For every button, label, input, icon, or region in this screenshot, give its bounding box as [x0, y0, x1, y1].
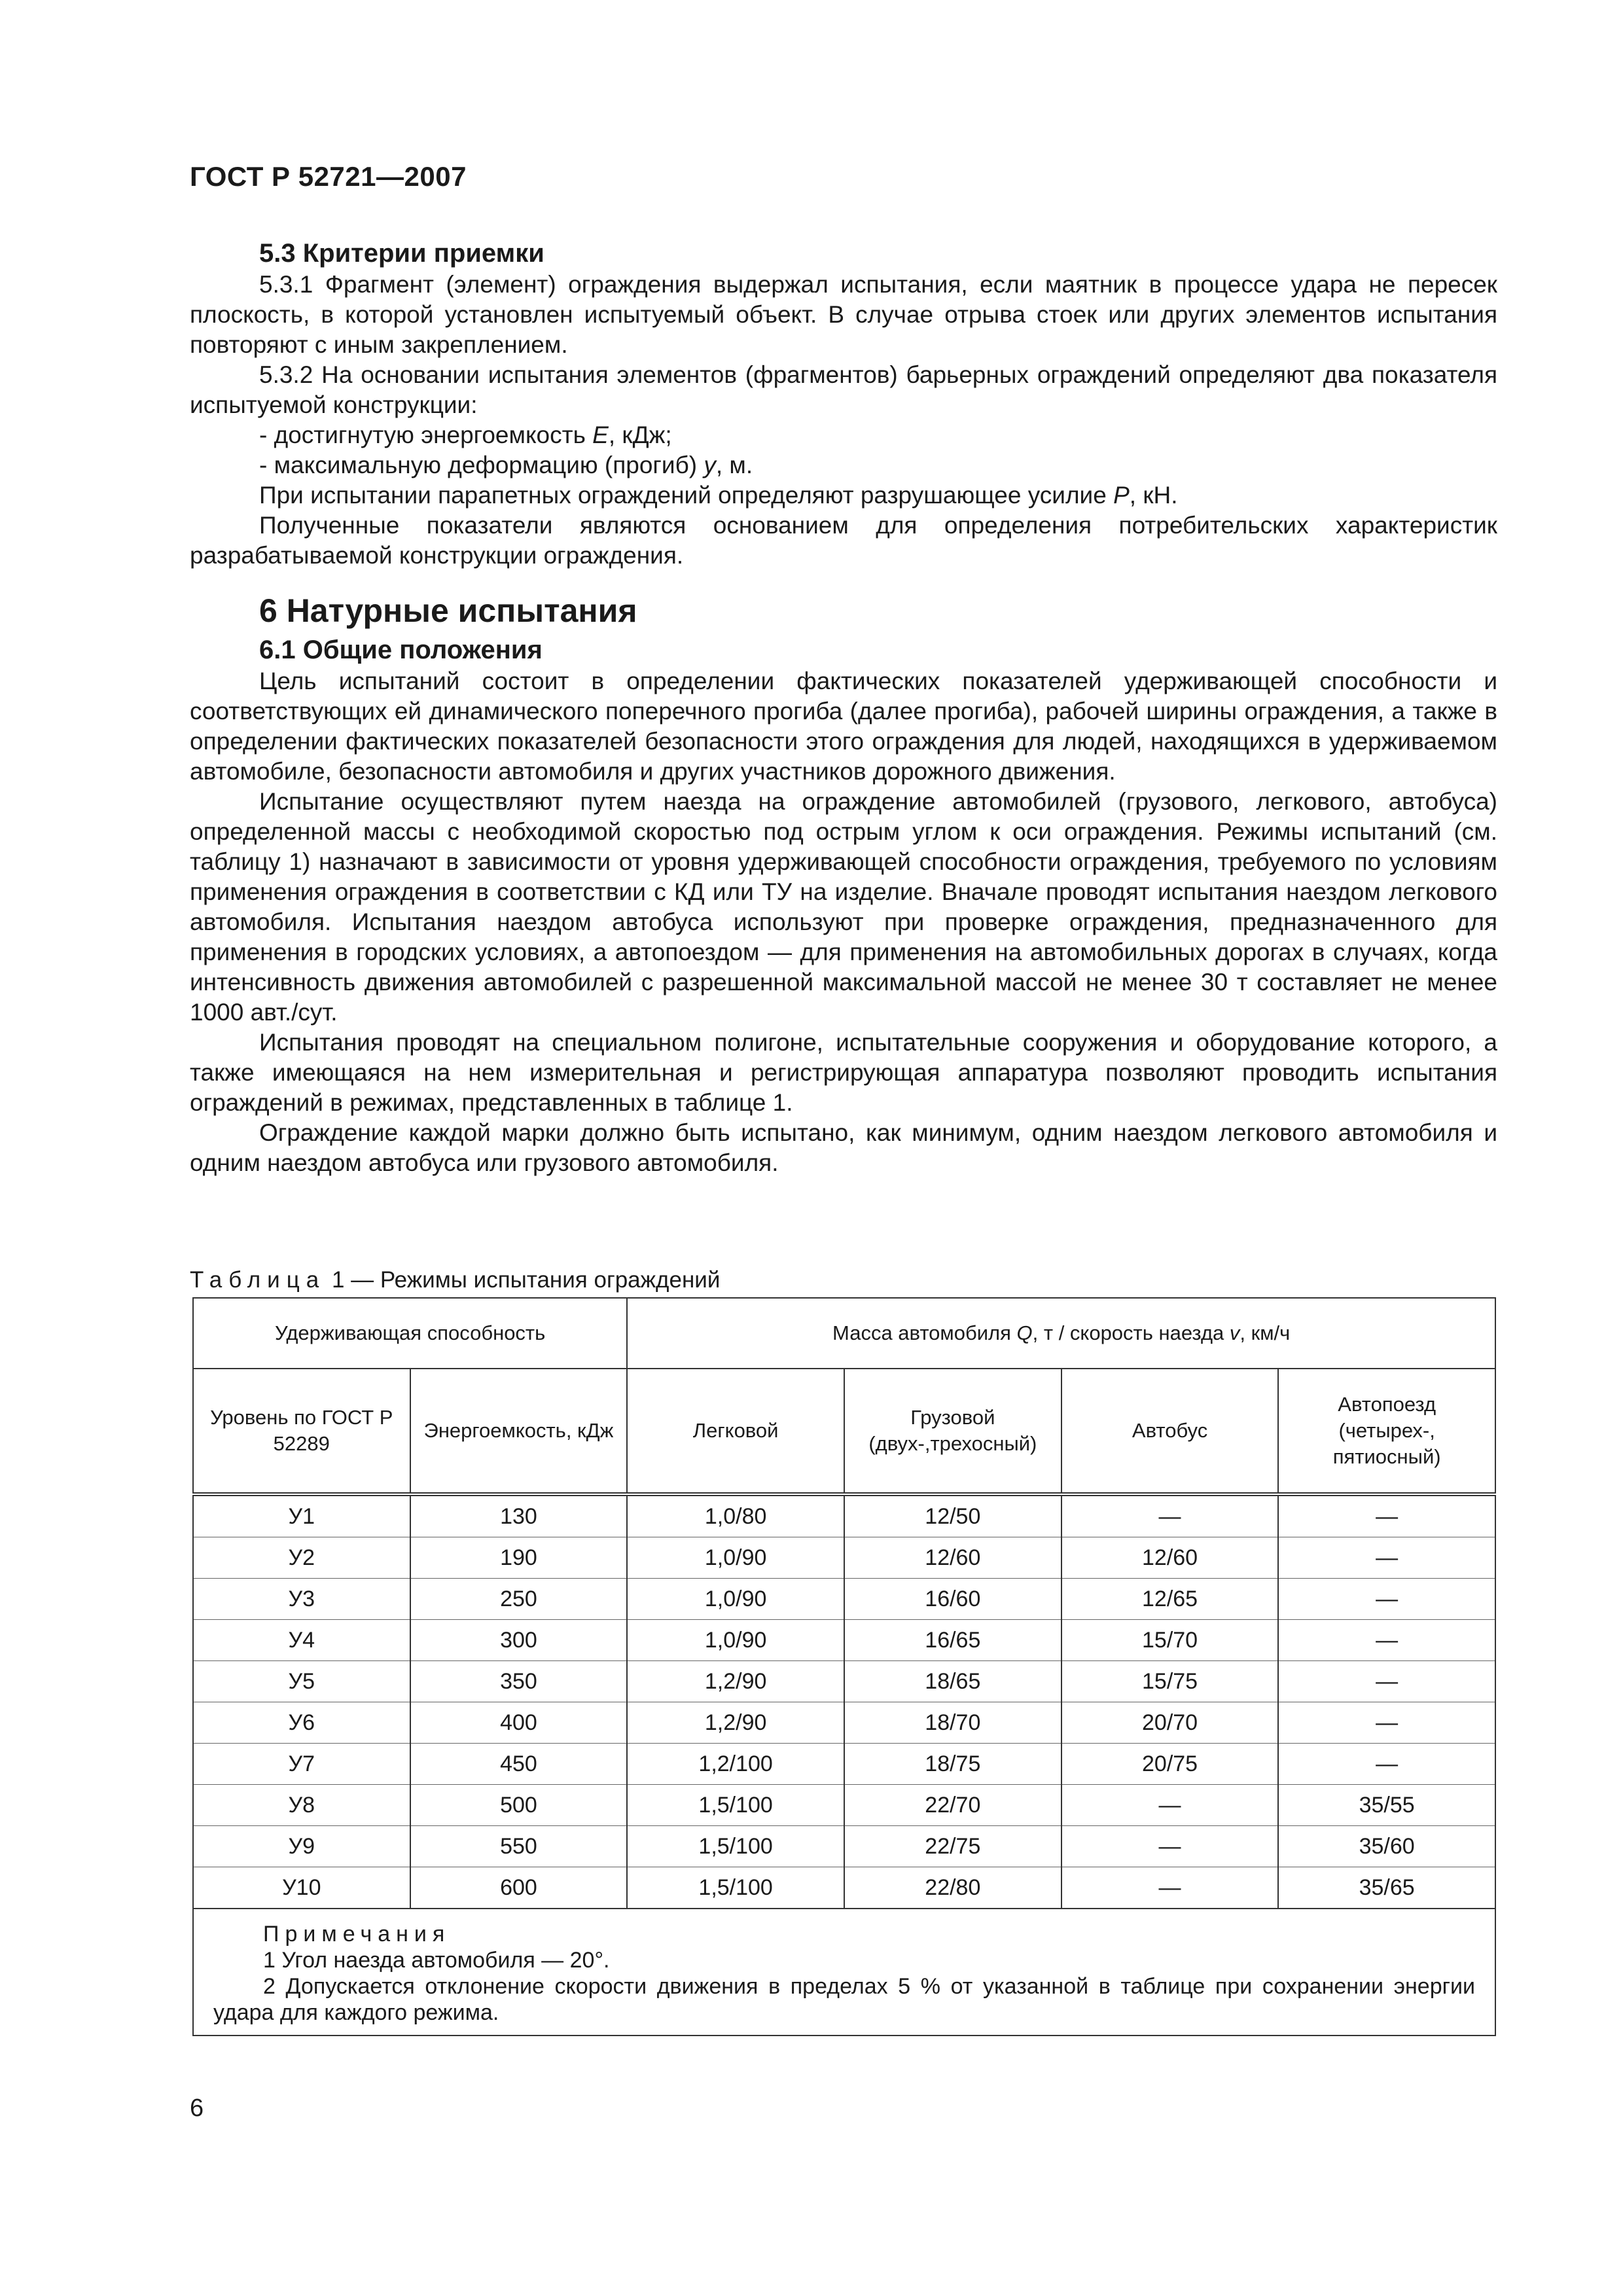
table-header-group-row	[193, 1298, 1495, 1369]
table-row: У8 500 1,5/100 22/70 — 35/55	[193, 1785, 1495, 1826]
paragraph-6-1-4: Ограждение каждой марки должно быть испытано, как минимум, одним наездом легкового автомобиля и одним наездом автобуса или грузового автомобиля.	[190, 1119, 1497, 1176]
table-row: У7 450 1,2/100 18/75 20/75 —	[193, 1744, 1495, 1785]
paragraph-5-3-2: 5.3.2 На основании испытания элементов (фрагментов) барьерных ограждений определяют два показателя испытуемой конструкции:	[190, 361, 1497, 418]
table-row: У6 400 1,2/90 18/70 20/70 —	[193, 1702, 1495, 1744]
paragraph-parapet: При испытании парапетных ограждений определяют разрушающее усилие P, кН.	[259, 482, 1178, 509]
list-item-deformation: - максимальную деформацию (прогиб) y, м.	[259, 452, 753, 478]
heading-5-3: 5.3 Критерии приемки	[259, 239, 544, 268]
table-row: У10 600 1,5/100 22/80 — 35/65	[193, 1867, 1495, 1909]
table-notes-row	[193, 1909, 1495, 2036]
table-row: У5 350 1,2/90 18/65 15/75 —	[193, 1661, 1495, 1702]
heading-6: 6 Натурные испытания	[259, 592, 637, 629]
notes-title: Примечания	[263, 1922, 451, 1946]
document-code: ГОСТ Р 52721—2007	[190, 161, 467, 192]
header-bus: Автобус	[1061, 1369, 1279, 1494]
header-energy: Энергоемкость, кДж	[410, 1369, 628, 1494]
table-row: У9 550 1,5/100 22/75 — 35/60	[193, 1826, 1495, 1867]
paragraph-6-1-1: Цель испытаний состоит в определении фактических показателей удерживающей способности и соответствующих ей динамического поперечного прогиба (далее прогиба), рабочей ширины ограждения, а также в определении фактических показателей безопасности этого ограждения для людей, находящихся в удерживаемом автомобиле, безопасности автомобиля и других участников дорожного движения.	[190, 668, 1497, 785]
test-modes-table	[192, 1297, 1496, 2036]
paragraph-5-3-1: 5.3.1 Фрагмент (элемент) ограждения выдержал испытания, если маятник в процессе удара не пересек плоскость, в которой установлен испытуемый объект. В случае отрыва стоек или других элементов испытания повторяют с иным закреплением.	[190, 271, 1497, 358]
table-caption: Таблица 1 — Режимы испытания ограждений	[190, 1267, 721, 1293]
header-holding-capacity: Удерживающая способность	[193, 1298, 627, 1369]
header-truck: Грузовой (двух-,трехосный)	[844, 1369, 1061, 1494]
header-road-train: Автопоезд (четырех-, пятиосный)	[1278, 1369, 1495, 1494]
table-row: У4 300 1,0/90 16/65 15/70 —	[193, 1620, 1495, 1661]
heading-6-1: 6.1 Общие положения	[259, 636, 543, 664]
paragraph-results: Полученные показатели являются основанием для определения потребительских характеристик разрабатываемой конструкции ограждения.	[190, 512, 1497, 569]
header-level: Уровень по ГОСТ Р 52289	[193, 1369, 410, 1494]
table-row: У1 130 1,0/80 12/50 — —	[193, 1494, 1495, 1537]
table-row: У2 190 1,0/90 12/60 12/60 —	[193, 1537, 1495, 1579]
table-notes	[193, 1909, 1495, 2036]
note-2: 2 Допускается отклонение скорости движения в пределах 5 % от указанной в таблице при сохранении энергии удара для каждого режима.	[213, 1974, 1475, 2025]
list-item-energy: - достигнутую энергоемкость E, кДж;	[259, 422, 672, 448]
header-mass-speed: Масса автомобиля Q, т / скорость наезда v, км/ч	[627, 1298, 1495, 1369]
paragraph-6-1-2: Испытание осуществляют путем наезда на ограждение автомобилей (грузового, легкового, автобуса) определенной массы с необходимой скоростью под острым углом к оси ограждения. Режимы испытаний (см. таблицу 1) назначают в зависимости от уровня удерживающей способности ограждения, требуемого по условиям применения ограждения в соответствии с КД или ТУ на изделие. Вначале проводят испытания наездом легкового автомобиля. Испытания наездом автобуса используют при проверке ограждения, предназначенного для применения в городских условиях, а автопоездом — для применения на автомобильных дорогах в случаях, когда интенсивность движения автомобилей с разрешенной максимальной массой не менее 30 т составляет не менее 1000 авт./сут.	[190, 788, 1497, 1026]
header-car: Легковой	[627, 1369, 844, 1494]
table-header-row	[193, 1369, 1495, 1494]
page-number: 6	[190, 2094, 204, 2122]
paragraph-6-1-3: Испытания проводят на специальном полигоне, испытательные сооружения и оборудование которого, а также имеющаяся на нем измерительная и регистрирующая аппаратура позволяют проводить испытания ограждений в режимах, представленных в таблице 1.	[190, 1029, 1497, 1116]
body-text	[190, 237, 1497, 1178]
table-row: У3 250 1,0/90 16/60 12/65 —	[193, 1579, 1495, 1620]
note-1: 1 Угол наезда автомобиля — 20°.	[263, 1948, 610, 1973]
